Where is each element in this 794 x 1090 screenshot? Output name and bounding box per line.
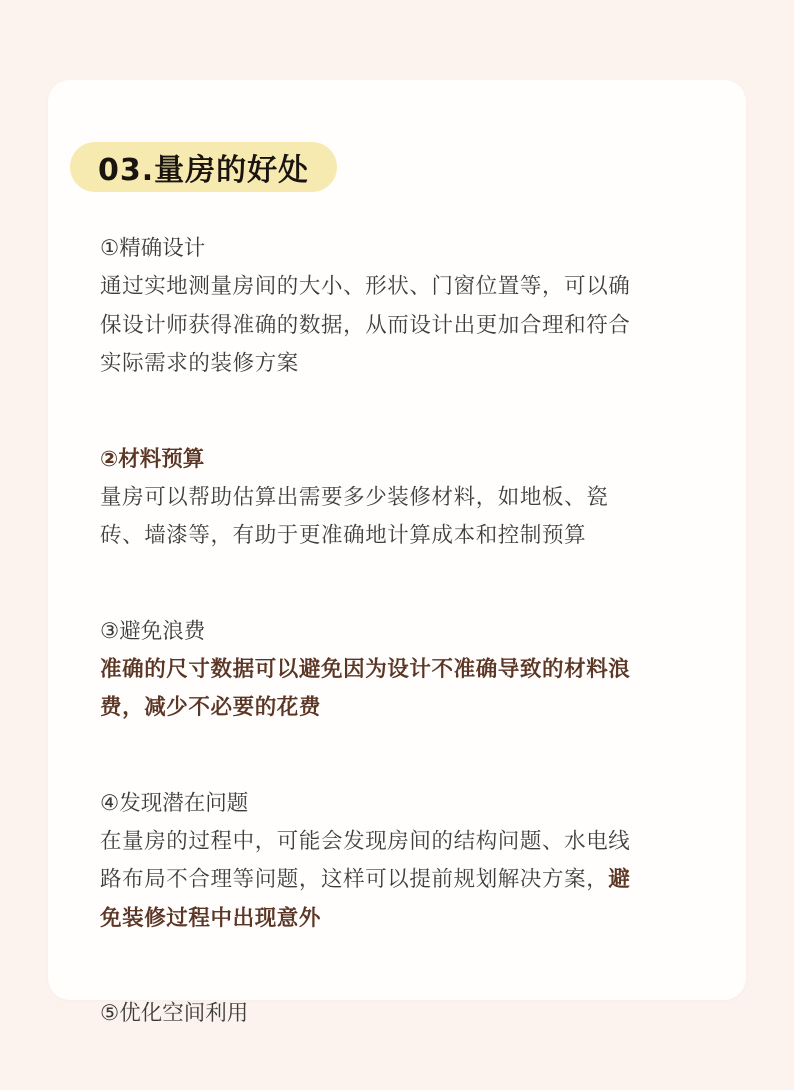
article-body: [100, 230, 700, 1090]
section-paragraph: [100, 268, 700, 384]
paragraph-text: 路布局不合理等问题，这样可以提前规划解决方案，: [100, 867, 609, 892]
section-find-problems: [100, 785, 700, 939]
paragraph-line: 保设计师获得准确的数据，从而设计出更加合理和符合: [100, 312, 631, 338]
section-title: ①精确设计: [100, 236, 206, 261]
section-paragraph: [100, 479, 700, 556]
section-optimize-space: [100, 995, 700, 1033]
section-paragraph: [100, 823, 700, 939]
paragraph-line: 通过实地测量房间的大小、形状、门窗位置等，可以确: [100, 274, 631, 299]
section-title: ④发现潜在问题: [100, 790, 249, 816]
paragraph-line: 砖、墙漆等，有助于更准确地计算成本和控制预算: [100, 523, 587, 548]
paragraph-line: 在量房的过程中，可能会发现房间的结构问题、水电线: [100, 828, 631, 854]
heading-wrap: [70, 142, 337, 192]
paragraph-line: 费，减少不必要的花费: [100, 695, 322, 720]
section-title: ③避免浪费: [100, 618, 206, 644]
content-card: [48, 80, 746, 1026]
section-title: ②材料预算: [100, 446, 205, 472]
paragraph-line-emphasis: 免装修过程中出现意外: [100, 905, 322, 931]
paragraph-line: 量房可以帮助估算出需要多少装修材料，如地板、瓷: [100, 484, 609, 510]
heading-highlight: [70, 142, 337, 192]
paragraph-line: 实际需求的装修方案: [100, 351, 299, 376]
paragraph-line: 准确的尺寸数据可以避免因为设计不准确导致的材料浪: [100, 656, 631, 682]
paragraph-emphasis: 避: [608, 867, 631, 892]
section-paragraph-emphasis: [100, 651, 700, 728]
page-title: 03.量房的好处: [98, 153, 310, 188]
section-material-budget: [100, 441, 700, 556]
section-title: ⑤优化空间利用: [100, 1001, 249, 1026]
section-precise-design: [100, 230, 700, 384]
paragraph-line: [100, 861, 700, 900]
section-avoid-waste: [100, 613, 700, 728]
